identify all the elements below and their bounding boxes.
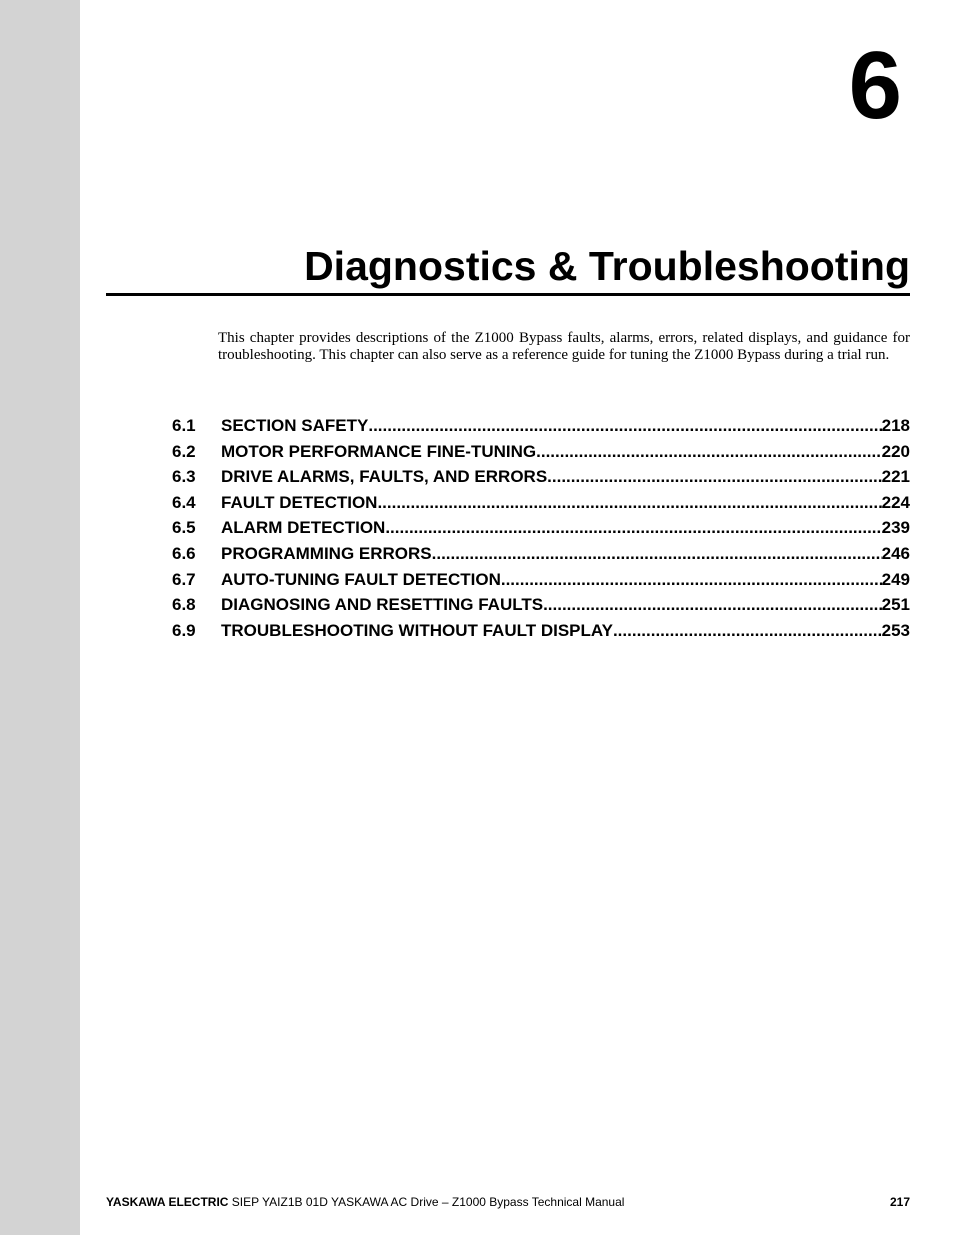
toc-leader (368, 416, 881, 436)
toc-page: 251 (881, 595, 910, 615)
toc-entry-6-1[interactable] (172, 416, 910, 442)
toc-number: 6.7 (172, 569, 196, 589)
toc-page: 253 (881, 620, 910, 640)
chapter-title: Diagnostics & Troubleshooting (304, 243, 910, 289)
chapter-intro: This chapter provides descriptions of the Z1000 Bypass faults, alarms, errors, related displays, and guidance for troubleshooting. This chapter can also serve as a reference guide for tuning the Z1000 Bypass during a trial run. (218, 330, 910, 363)
toc-number: 6.1 (172, 416, 196, 435)
toc-page: 239 (881, 518, 910, 538)
toc-number: 6.5 (172, 518, 196, 538)
toc-number: 6.6 (172, 543, 196, 563)
page-footer (106, 1195, 910, 1209)
toc-number: 6.4 (172, 492, 196, 512)
toc-leader (536, 442, 882, 462)
toc-number: 6.3 (172, 467, 196, 487)
toc-page: 249 (881, 569, 910, 589)
toc-number: 6.8 (172, 595, 196, 615)
table-of-contents (172, 416, 910, 646)
toc-page: 220 (881, 441, 910, 461)
toc-entry-6-4[interactable] (172, 493, 910, 519)
toc-leader (613, 621, 882, 641)
toc-number: 6.9 (172, 620, 196, 640)
toc-number: 6.2 (172, 441, 196, 461)
footer-manual-title: SIEP YAIZ1B 01D YASKAWA AC Drive – Z1000 Bypass Technical Manual (228, 1195, 625, 1209)
chapter-number: 6 (848, 32, 902, 139)
toc-title: AUTO-TUNING FAULT DETECTION (221, 569, 501, 589)
toc-entry-6-6[interactable] (172, 544, 910, 570)
toc-title: MOTOR PERFORMANCE FINE-TUNING (221, 441, 537, 461)
toc-leader (432, 544, 882, 564)
toc-entry-6-8[interactable] (172, 595, 910, 621)
toc-title: FAULT DETECTION (221, 492, 378, 512)
toc-page: 246 (881, 543, 910, 563)
title-rule (106, 293, 910, 296)
toc-leader (501, 570, 882, 590)
toc-entry-6-3[interactable] (172, 467, 910, 493)
toc-entry-6-2[interactable] (172, 442, 910, 468)
toc-entry-6-7[interactable] (172, 570, 910, 596)
toc-title: DRIVE ALARMS, FAULTS, AND ERRORS (221, 467, 548, 487)
toc-title: PROGRAMMING ERRORS (221, 543, 432, 563)
toc-leader (385, 518, 881, 538)
footer-page-number: 217 (889, 1195, 910, 1209)
side-band (0, 0, 80, 1235)
toc-title: TROUBLESHOOTING WITHOUT FAULT DISPLAY (221, 620, 613, 640)
toc-leader (547, 467, 881, 487)
toc-page: 218 (881, 416, 910, 435)
toc-title: DIAGNOSING AND RESETTING FAULTS (221, 595, 544, 615)
toc-title: ALARM DETECTION (221, 518, 386, 538)
toc-entry-6-5[interactable] (172, 518, 910, 544)
toc-leader (543, 595, 882, 615)
toc-leader (377, 493, 881, 513)
toc-page: 221 (881, 467, 910, 487)
toc-title: SECTION SAFETY (221, 416, 369, 435)
footer-brand: YASKAWA ELECTRIC (106, 1195, 229, 1209)
footer-manual-info (106, 1195, 624, 1209)
toc-entry-6-9[interactable] (172, 621, 910, 647)
toc-page: 224 (881, 492, 910, 512)
